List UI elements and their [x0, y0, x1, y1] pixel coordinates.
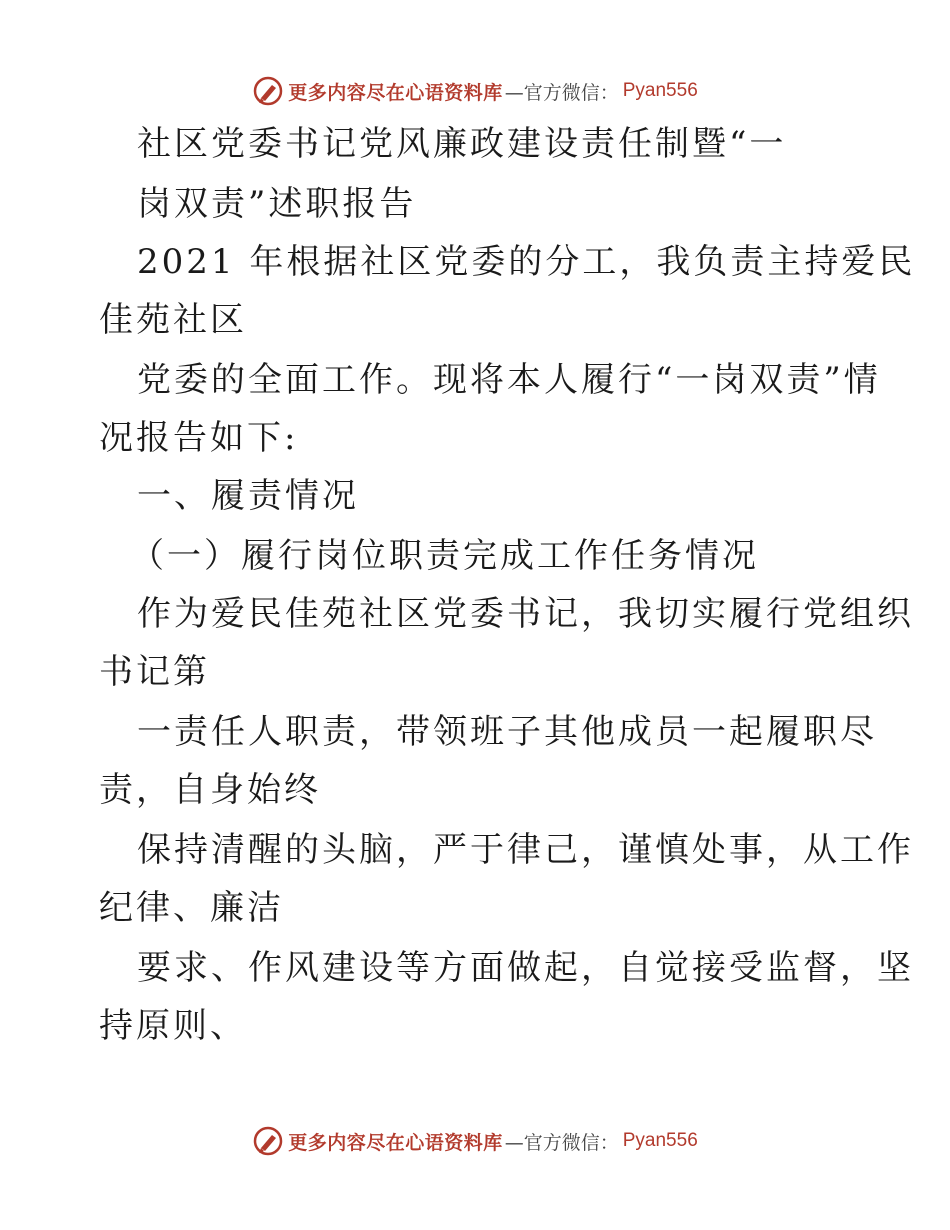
document-title-line-1: 社区党委书记党风廉政建设责任制暨“一 — [137, 124, 787, 164]
pen-logo-icon — [252, 1125, 284, 1157]
paragraph-line: 要求、作风建设等方面做起，自觉接受监督，坚 — [137, 948, 914, 988]
watermark-brand: 更多内容尽在心语资料库 — [288, 81, 503, 104]
watermark-dash: —官方微信： — [504, 1131, 619, 1154]
watermark-brand: 更多内容尽在心语资料库 — [288, 1131, 503, 1154]
header-watermark — [0, 71, 950, 111]
document-title-line-2: 岗双责”述职报告 — [137, 184, 417, 224]
paragraph-line: 责，自身始终 — [99, 770, 321, 810]
watermark-wechat-id: Pyan556 — [622, 1130, 698, 1151]
paragraph-line: 纪律、廉洁 — [99, 888, 284, 928]
pen-logo-icon — [252, 75, 284, 107]
watermark-wechat-id: Pyan556 — [622, 80, 698, 101]
paragraph-line: 况报告如下: — [99, 418, 299, 458]
paragraph-line: 持原则、 — [99, 1006, 247, 1046]
paragraph-line: 2021 年根据社区党委的分工，我负责主持爱民 — [137, 242, 916, 282]
subsection-heading: （一）履行岗位职责完成工作任务情况 — [130, 536, 759, 576]
paragraph-line: 保持清醒的头脑，严于律己，谨慎处事，从工作 — [137, 830, 914, 870]
section-heading: 一、履责情况 — [137, 476, 359, 516]
paragraph-line: 党委的全面工作。现将本人履行“一岗双责”情 — [137, 360, 881, 400]
paragraph-line: 一责任人职责，带领班子其他成员一起履职尽 — [137, 712, 877, 752]
paragraph-line: 作为爱民佳苑社区党委书记，我切实履行党组织 — [137, 594, 914, 634]
paragraph-line: 书记第 — [99, 652, 210, 692]
footer-watermark — [0, 1121, 950, 1161]
watermark-dash: —官方微信： — [504, 81, 619, 104]
paragraph-line: 佳苑社区 — [99, 300, 247, 340]
